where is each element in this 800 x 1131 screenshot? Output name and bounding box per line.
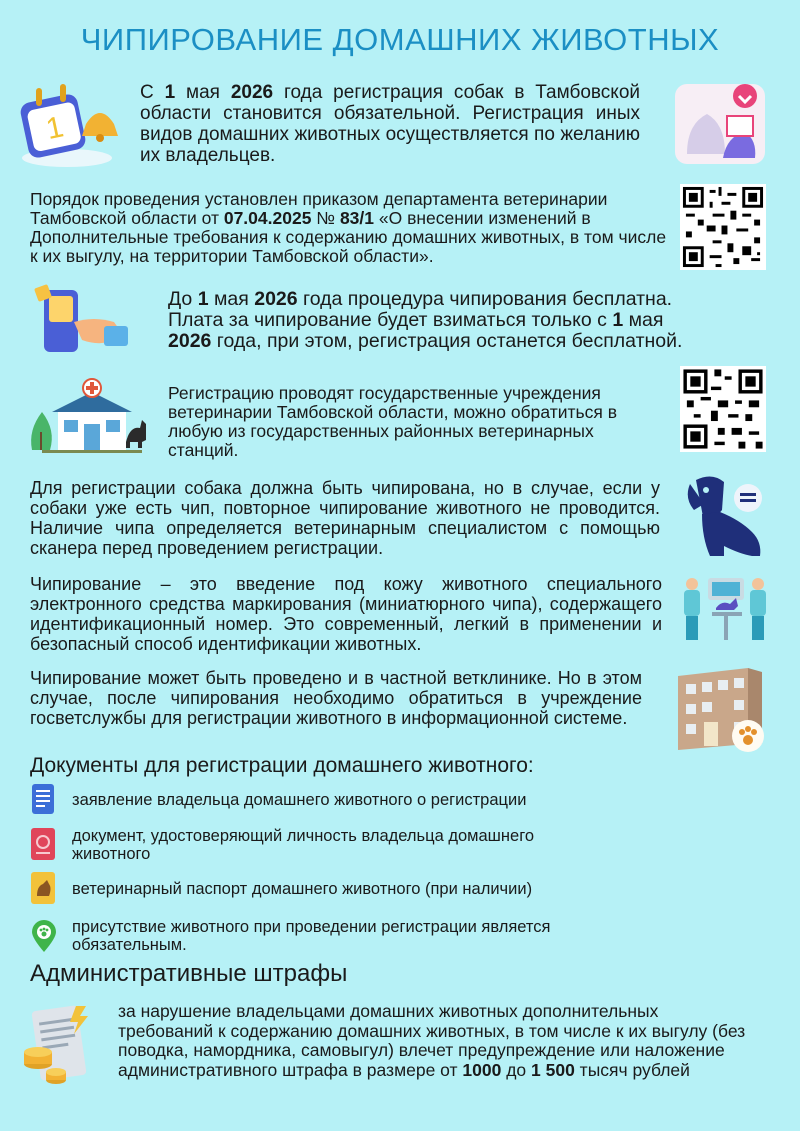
chip-requirement-paragraph: Для регистрации собака должна быть чипирована, но в случае, если у собаки уже есть чип, повторное чипирование животного не проводится. Наличие чипа определяется ветеринарным специалистом с помощью сканера перед проведением регистрации. (30, 478, 660, 558)
vet-passport-icon (28, 870, 58, 906)
svg-text:1: 1 (43, 110, 67, 147)
qr-code-order[interactable] (680, 184, 766, 270)
vet-hospital-icon (22, 372, 152, 458)
document-item-presence: присутствие животного при проведении регистрации является обязательным. (72, 918, 551, 954)
dog-chip-icon (682, 470, 774, 560)
card-payment-icon (34, 282, 134, 362)
building-paw-icon (668, 664, 772, 756)
document-item-vet-passport: ветеринарный паспорт домашнего животного (при наличии) (72, 880, 533, 898)
documents-heading: Документы для регистрации домашнего животного: (30, 754, 534, 777)
page-title: ЧИПИРОВАНИЕ ДОМАШНИХ ЖИВОТНЫХ (80, 22, 720, 57)
paw-pin-icon (30, 918, 58, 954)
registration-institutions-paragraph: Регистрацию проводят государственные учреждения ветеринарии Тамбовской области, можно обратиться в любую из государственных районных ветеринарных станций. (168, 383, 618, 460)
intro-paragraph: С 1 мая 2026 года регистрация собак в Тамбовской области становится обязательной. Регистрация иных видов домашних животных осуществляется по желанию их владельцев. (140, 82, 640, 166)
fines-paragraph: за нарушение владельцами домашних животных дополнительных требований к содержанию домашних животных, в том числе к их выгулу (без поводка, намордника, самовыгул) влечет предупреждение или наложение административного штрафа в размере от 1000 до 1 500 тысяч рублей (118, 1001, 746, 1080)
document-item-identity: документ, удостоверяющий личность владельца домашнего животного (72, 827, 535, 863)
qr-code-institutions[interactable] (680, 366, 766, 452)
chipping-definition-paragraph: Чипирование – это введение под кожу животного специального электронного средства маркирования (миниатюрного чипа), содержащего идентификационный номер. Это современный, легкий в применении и безопасный способ идентификации животных. (30, 574, 662, 654)
fines-heading: Административные штрафы (30, 960, 348, 987)
calendar-bell-icon (12, 76, 122, 172)
vet-clinic-illustration-icon (665, 74, 775, 174)
document-item-application: заявление владельца домашнего животного о регистрации (72, 791, 527, 809)
fine-document-coins-icon (16, 1000, 106, 1090)
order-paragraph: Порядок проведения установлен приказом департамента ветеринарии Тамбовской области от 07.04.2025 № 83/1 «О внесении изменений в Дополнительные требования к содержанию домашних животных, в том числе к их выгулу, на территории Тамбовской области». (30, 189, 667, 266)
vet-doctors-icon (678, 572, 774, 644)
passport-icon (28, 826, 58, 862)
private-clinic-paragraph: Чипирование может быть проведено и в частной ветклинике. Но в этом случае, после чипирования необходимо обратиться в учреждение госветслужбы для регистрации животного в информационной системе. (30, 668, 642, 728)
free-chipping-paragraph: До 1 мая 2026 года процедура чипирования бесплатна. Плата за чипирование будет взиматься только с 1 мая 2026 года, при этом, регистрация останется бесплатной. (168, 288, 683, 352)
document-icon (30, 782, 58, 816)
